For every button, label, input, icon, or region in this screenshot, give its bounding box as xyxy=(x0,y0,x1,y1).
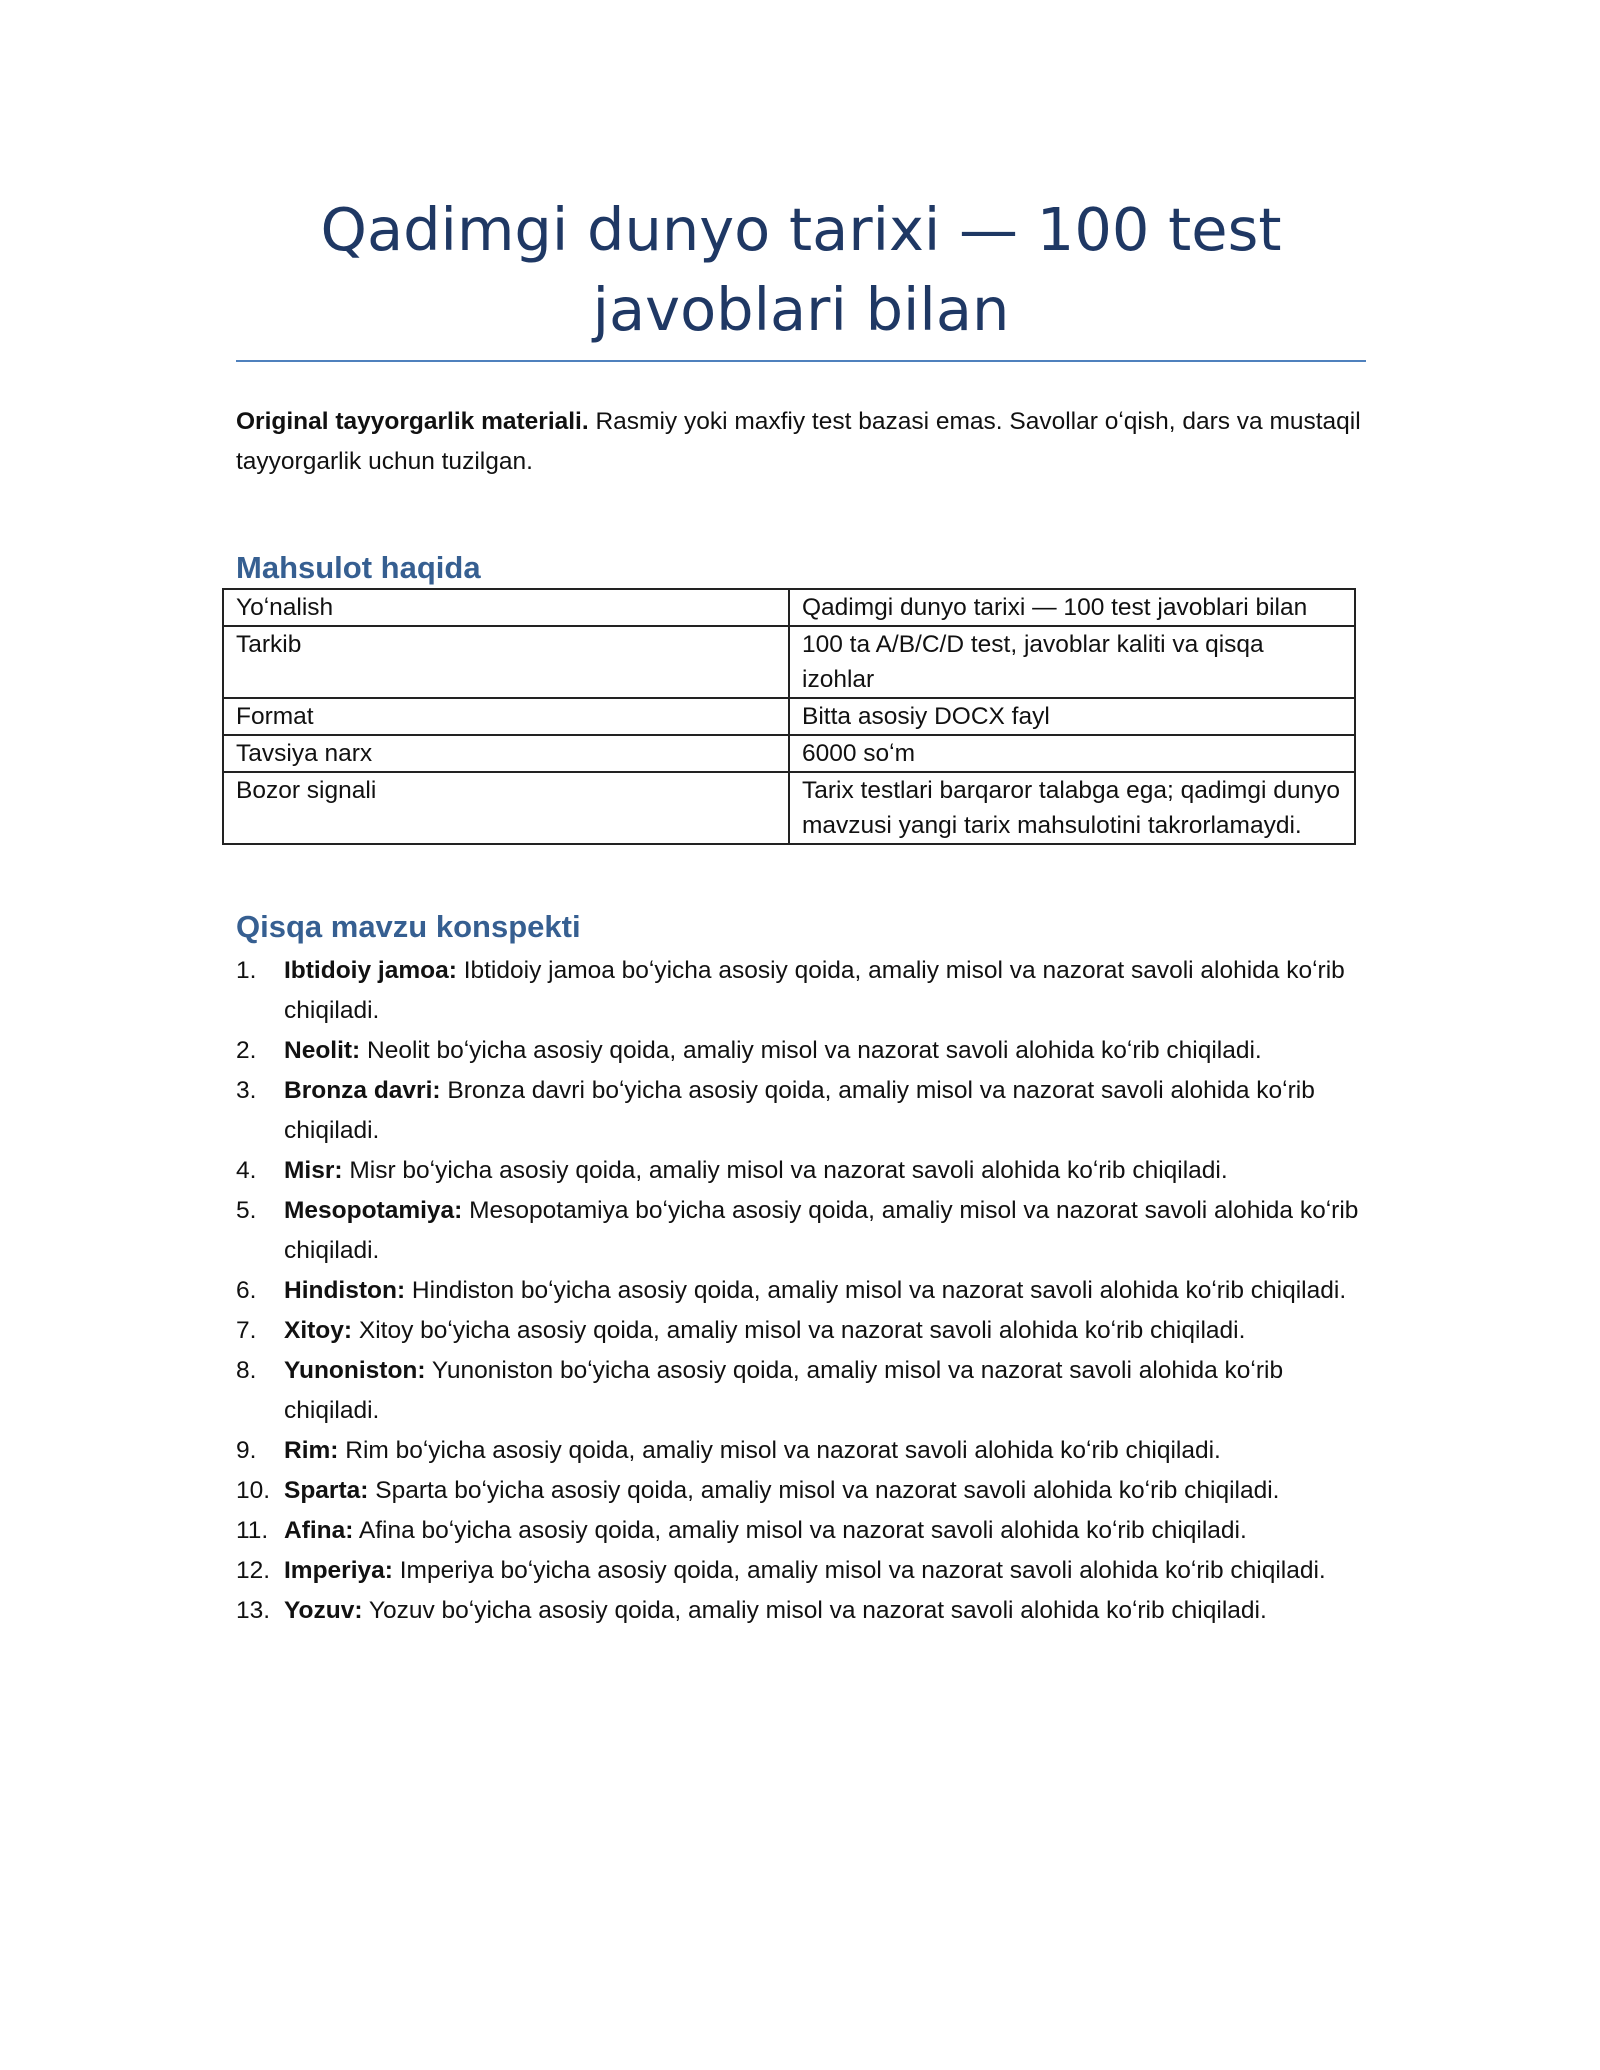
list-item-text: Yozuv boʻyicha asosiy qoida, amaliy misol va nazorat savoli alohida koʻrib chiqiladi. xyxy=(362,1597,1267,1624)
list-item-text: Afina boʻyicha asosiy qoida, amaliy misol va nazorat savoli alohida koʻrib chiqiladi. xyxy=(353,1517,1247,1544)
list-item-term: Sparta: xyxy=(284,1477,369,1504)
table-cell-key: Yoʻnalish xyxy=(223,589,789,626)
list-item-text: Bronza davri boʻyicha asosiy qoida, amaliy misol va nazorat savoli alohida koʻrib chiqiladi. xyxy=(284,1077,1315,1144)
table-cell-key: Tarkib xyxy=(223,626,789,698)
table-row xyxy=(223,626,1355,698)
list-item-text: Ibtidoiy jamoa boʻyicha asosiy qoida, amaliy misol va nazorat savoli alohida koʻrib chiqiladi. xyxy=(284,957,1345,1024)
list-item-term: Xitoy: xyxy=(284,1317,353,1344)
list-item xyxy=(236,1591,1366,1631)
list-item-number: 6. xyxy=(236,1277,257,1304)
list-item xyxy=(236,1351,1366,1431)
list-item-text: Mesopotamiya boʻyicha asosiy qoida, amaliy misol va nazorat savoli alohida koʻrib chiqiladi. xyxy=(284,1197,1359,1264)
list-item xyxy=(236,1311,1366,1351)
list-item xyxy=(236,1511,1366,1551)
list-item-term: Rim: xyxy=(284,1437,339,1464)
table-cell-value: Tarix testlari barqaror talabga ega; qadimgi dunyo mavzusi yangi tarix mahsulotini takrorlamaydi. xyxy=(789,772,1355,844)
list-item-text: Rim boʻyicha asosiy qoida, amaliy misol va nazorat savoli alohida koʻrib chiqiladi. xyxy=(338,1437,1221,1464)
list-item-term: Yozuv: xyxy=(284,1597,363,1624)
list-item-text: Imperiya boʻyicha asosiy qoida, amaliy misol va nazorat savoli alohida koʻrib chiqiladi. xyxy=(392,1557,1326,1584)
table-row xyxy=(223,589,1355,626)
table-row xyxy=(223,772,1355,844)
list-item-number: 9. xyxy=(236,1437,257,1464)
list-item xyxy=(236,1271,1366,1311)
list-item xyxy=(236,1071,1366,1151)
intro-text: Rasmiy yoki maxfiy test bazasi emas. Savollar oʻqish, dars va mustaqil tayyorgarlik uchun tuzilgan. xyxy=(236,408,1361,475)
list-item xyxy=(236,1151,1366,1191)
list-item-text: Yunoniston boʻyicha asosiy qoida, amaliy misol va nazorat savoli alohida koʻrib chiqiladi. xyxy=(284,1357,1284,1424)
table-cell-key: Bozor signali xyxy=(223,772,789,844)
document-title: Qadimgi dunyo tarixi — 100 test javoblari bilan xyxy=(320,195,1282,344)
list-item-term: Ibtidoiy jamoa: xyxy=(284,957,457,984)
table-cell-value: Bitta asosiy DOCX fayl xyxy=(789,698,1355,735)
list-item-text: Sparta boʻyicha asosiy qoida, amaliy misol va nazorat savoli alohida koʻrib chiqiladi. xyxy=(368,1477,1280,1504)
topic-summary-list xyxy=(236,951,1366,1631)
table-cell-value: 6000 soʻm xyxy=(789,735,1355,772)
table-cell-value: Qadimgi dunyo tarixi — 100 test javoblari bilan xyxy=(789,589,1355,626)
list-item-text: Neolit boʻyicha asosiy qoida, amaliy misol va nazorat savoli alohida koʻrib chiqiladi. xyxy=(360,1037,1262,1064)
list-item-number: 10. xyxy=(236,1477,271,1504)
list-item-term: Mesopotamiya: xyxy=(284,1197,463,1224)
list-item-term: Neolit: xyxy=(284,1037,361,1064)
table-row xyxy=(223,735,1355,772)
list-item-term: Misr: xyxy=(284,1157,343,1184)
list-item xyxy=(236,1471,1366,1511)
title-divider xyxy=(236,360,1366,362)
table-cell-value: 100 ta A/B/C/D test, javoblar kaliti va qisqa izohlar xyxy=(789,626,1355,698)
list-item-term: Imperiya: xyxy=(284,1557,393,1584)
list-item xyxy=(236,1191,1366,1271)
list-item-number: 12. xyxy=(236,1557,271,1584)
table-row xyxy=(223,698,1355,735)
list-item-text: Hindiston boʻyicha asosiy qoida, amaliy misol va nazorat savoli alohida koʻrib chiqiladi. xyxy=(405,1277,1347,1304)
list-item-number: 7. xyxy=(236,1317,257,1344)
list-item-term: Afina: xyxy=(284,1517,354,1544)
table-cell-key: Format xyxy=(223,698,789,735)
list-item-number: 3. xyxy=(236,1077,257,1104)
list-item xyxy=(236,1551,1366,1591)
summary-section-heading: Qisqa mavzu konspekti xyxy=(236,909,581,944)
intro-bold-text: Original tayyorgarlik materiali. xyxy=(236,408,589,435)
document-page xyxy=(236,190,1366,1631)
table-cell-key: Tavsiya narx xyxy=(223,735,789,772)
list-item xyxy=(236,1431,1366,1471)
list-item-term: Hindiston: xyxy=(284,1277,406,1304)
list-item-number: 8. xyxy=(236,1357,257,1384)
list-item-number: 4. xyxy=(236,1157,257,1184)
intro-paragraph xyxy=(236,402,1366,482)
list-item xyxy=(236,1031,1366,1071)
list-item xyxy=(236,951,1366,1031)
list-item-number: 11. xyxy=(236,1517,269,1544)
list-item-term: Yunoniston: xyxy=(284,1357,426,1384)
list-item-text: Misr boʻyicha asosiy qoida, amaliy misol va nazorat savoli alohida koʻrib chiqiladi. xyxy=(342,1157,1228,1184)
product-info-table xyxy=(222,588,1356,845)
list-item-number: 2. xyxy=(236,1037,257,1064)
list-item-term: Bronza davri: xyxy=(284,1077,441,1104)
product-section-heading: Mahsulot haqida xyxy=(236,550,481,585)
list-item-number: 13. xyxy=(236,1597,271,1624)
list-item-number: 5. xyxy=(236,1197,257,1224)
list-item-number: 1. xyxy=(236,957,257,984)
list-item-text: Xitoy boʻyicha asosiy qoida, amaliy misol va nazorat savoli alohida koʻrib chiqiladi. xyxy=(352,1317,1246,1344)
